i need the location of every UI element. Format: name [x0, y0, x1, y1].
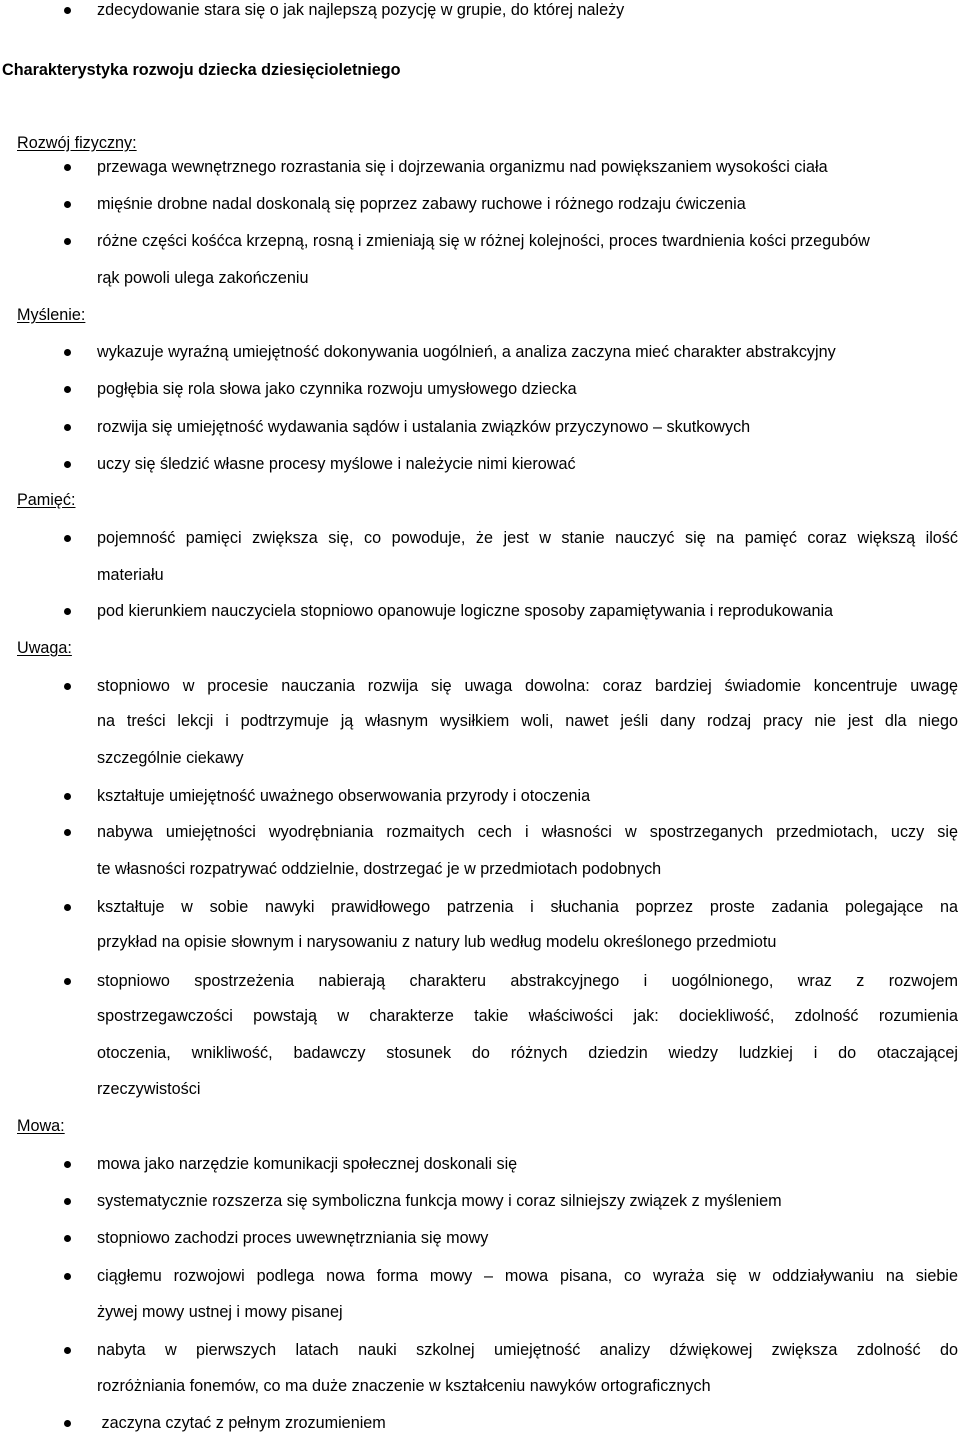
list-item-continuation: przykład na opisie słownym i narysowaniu z natury lub według modelu określonego przedmiotu	[97, 933, 777, 951]
bullet-icon	[64, 608, 71, 615]
section-label-uwaga: Uwaga:	[17, 639, 72, 657]
list-item-continuation: rąk powoli ulega zakończeniu	[97, 269, 309, 287]
section-label-myslenie: Myślenie:	[17, 306, 86, 324]
bullet-icon	[64, 424, 71, 431]
bullet-icon	[64, 793, 71, 800]
list-item: mięśnie drobne nadal doskonalą się poprzez zabawy ruchowe i różnego rodzaju ćwiczenia	[97, 195, 746, 213]
bullet-icon	[64, 386, 71, 393]
bullet-icon	[64, 978, 71, 985]
list-item-continuation: rzeczywistości	[97, 1080, 201, 1098]
list-item: pogłębia się rola słowa jako czynnika rozwoju umysłowego dziecka	[97, 380, 577, 398]
list-item-continuation: szczególnie ciekawy	[97, 749, 244, 767]
bullet-icon	[64, 1347, 71, 1354]
bullet-icon	[64, 535, 71, 542]
bullet-icon	[64, 238, 71, 245]
list-item-continuation: żywej mowy ustnej i mowy pisanej	[97, 1303, 343, 1321]
list-item: kształtuje w sobie nawyki prawidłowego patrzenia i słuchania poprzez proste zadania polegające na	[97, 898, 958, 916]
list-item: wykazuje wyraźną umiejętność dokonywania uogólnień, a analiza zaczyna mieć charakter abstrakcyjny	[97, 343, 836, 361]
list-item-continuation: materiału	[97, 566, 164, 584]
list-item: kształtuje umiejętność uważnego obserwowania przyrody i otoczenia	[97, 787, 591, 805]
list-item: systematycznie rozszerza się symboliczna funkcja mowy i coraz silniejszy związek z myśleniem	[97, 1192, 782, 1210]
section-label-fizyczny: Rozwój fizyczny:	[17, 134, 137, 152]
list-item: stopniowo spostrzeżenia nabierają charakteru abstrakcyjnego i uogólnionego, wraz z rozwojem	[97, 972, 958, 990]
section-label-pamiec: Pamięć:	[17, 491, 76, 509]
bullet-icon	[64, 7, 71, 14]
list-item: mowa jako narzędzie komunikacji społecznej doskonali się	[97, 1155, 518, 1173]
list-item: ciągłemu rozwojowi podlega nowa forma mowy – mowa pisana, co wyraża się w oddziaływaniu na siebie	[97, 1267, 958, 1285]
bullet-icon	[64, 683, 71, 690]
list-item-continuation: otoczenia, wnikliwość, badawczy stosunek do różnych dziedzin wiedzy ludzkiej i do otaczającej	[97, 1044, 958, 1062]
bullet-icon	[64, 829, 71, 836]
bullet-icon	[64, 1161, 71, 1168]
list-item: uczy się śledzić własne procesy myślowe i należycie nimi kierować	[97, 455, 576, 473]
list-item: pojemność pamięci zwiększa się, co powoduje, że jest w stanie nauczyć się na pamięć coraz większą ilość	[97, 529, 958, 547]
list-item: zdecydowanie stara się o jak najlepszą pozycję w grupie, do której należy	[97, 1, 625, 19]
list-item: nabywa umiejętności wyodrębniania rozmaitych cech i własności w spostrzeganych przedmiotach, uczy się	[97, 823, 958, 841]
list-item-continuation: na treści lekcji i podtrzymuje ją własnym wysiłkiem woli, nawet jeśli dany rodzaj pracy nie jest dla niego	[97, 712, 958, 730]
bullet-icon	[64, 349, 71, 356]
section-label-mowa: Mowa:	[17, 1117, 65, 1135]
list-item-continuation: rozróżniania fonemów, co ma duże znaczenie w kształceniu nawyków ortograficznych	[97, 1377, 711, 1395]
list-item: stopniowo w procesie nauczania rozwija się uwaga dowolna: coraz bardziej świadomie koncentruje uwagę	[97, 677, 958, 695]
list-item: różne części kośćca krzepną, rosną i zmieniają się w różnej kolejności, proces twardnienia kości przegubów	[97, 232, 870, 250]
list-item-continuation: spostrzegawczości powstają w charakterze takie właściwości jak: dociekliwość, zdolność rozumienia	[97, 1007, 958, 1025]
bullet-icon	[64, 461, 71, 468]
bullet-icon	[64, 1273, 71, 1280]
bullet-icon	[64, 164, 71, 171]
list-item-continuation: te własności rozpatrywać oddzielnie, dostrzegać je w przedmiotach podobnych	[97, 860, 662, 878]
bullet-icon	[64, 1420, 71, 1427]
list-item: przewaga wewnętrznego rozrastania się i dojrzewania organizmu nad powiększaniem wysokości ciała	[97, 158, 828, 176]
list-item: nabyta w pierwszych latach nauki szkolnej umiejętność analizy dźwiękowej zwiększa zdolność do	[97, 1341, 958, 1359]
bullet-icon	[64, 1198, 71, 1205]
document-heading: Charakterystyka rozwoju dziecka dziesięcioletniego	[2, 61, 401, 79]
list-item: rozwija się umiejętność wydawania sądów i ustalania związków przyczynowo – skutkowych	[97, 418, 751, 436]
list-item: stopniowo zachodzi proces uwewnętrzniania się mowy	[97, 1229, 489, 1247]
bullet-icon	[64, 1235, 71, 1242]
list-item: pod kierunkiem nauczyciela stopniowo opanowuje logiczne sposoby zapamiętywania i reprodukowania	[97, 602, 834, 620]
bullet-icon	[64, 201, 71, 208]
list-item: zaczyna czytać z pełnym zrozumieniem	[97, 1414, 386, 1432]
bullet-icon	[64, 904, 71, 911]
